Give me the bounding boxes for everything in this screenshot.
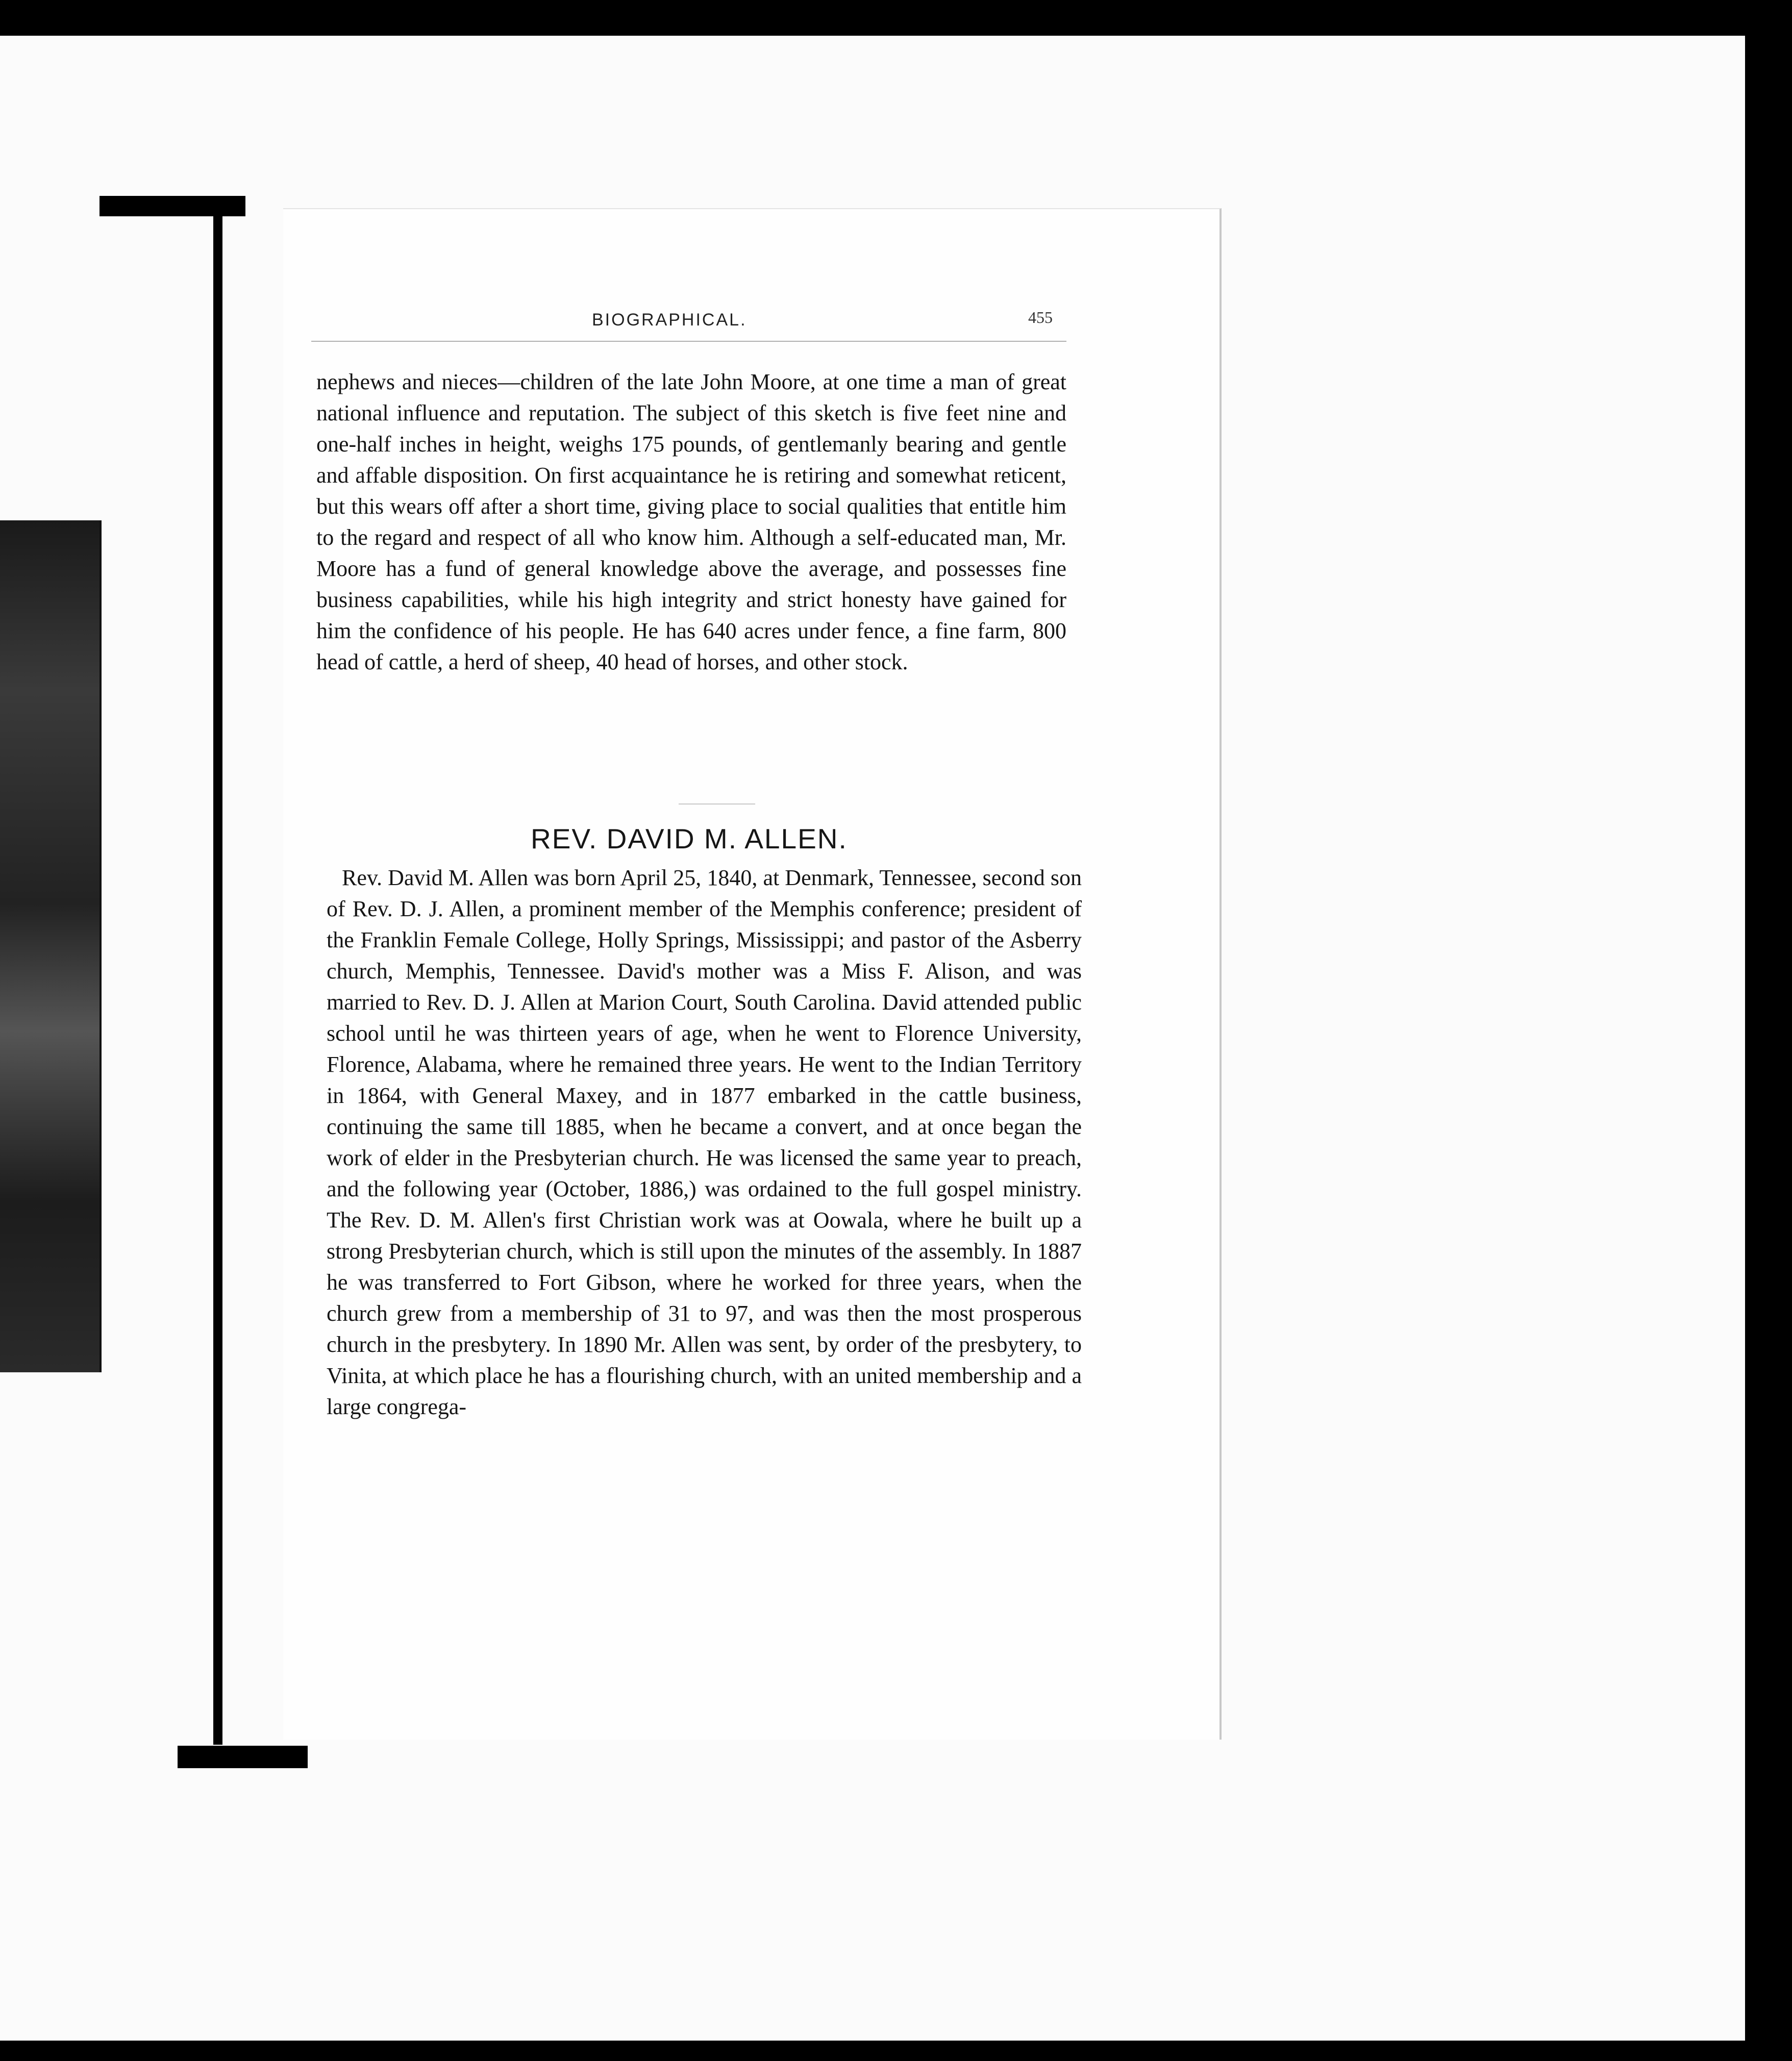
section-paragraph: Rev. David M. Allen was born April 25, 1840, at Denmark, Tennessee, second son of Rev. D. J. Allen, a prominent member of the Memphis conference; president of the Franklin Female College, Holly Springs, Mississippi; and pastor of the Asberry church, Memphis, Tennessee. David's mother was a Miss F. Alison, and was married to Rev. D. J. Allen at Marion Court, South Carolina. David attended public school until he was thirteen years of age, when he went to Florence University, Florence, Alabama, where he remained three years. He went to the Indian Territory in 1864, with General Maxey, and in 1877 embarked in the cattle business, continuing the same till 1885, when he became a convert, and at once began the work of elder in the Presbyterian church. He was licensed the same year to preach, and the following year (October, 1886,) was ordained to the full gospel ministry. The Rev. D. M. Allen's first Christian work was at Oowala, where he built up a strong Presbyterian church, which is still upon the minutes of the assembly. In 1887 he was transferred to Fort Gibson, where he worked for three years, when the church grew from a membership of 31 to 97, and was then the most prosperous church in the presbytery. In 1890 Mr. Allen was sent, by order of the presbytery, to Vinita, at which place he has a flourishing church, with an united membership and a large congrega- (327, 865, 1082, 1419)
scan-border-top (0, 0, 1792, 36)
binding-clamp-bottom (178, 1746, 308, 1768)
binding-spine (213, 204, 222, 1745)
binding-clamp-top (99, 196, 245, 216)
section-divider (679, 803, 755, 805)
running-head: BIOGRAPHICAL. (592, 310, 747, 330)
scan-border-bottom (0, 2041, 1792, 2061)
facing-page-photograph (0, 520, 102, 1372)
header-rule (311, 341, 1066, 342)
scan-border-right (1745, 0, 1792, 2061)
page-number: 455 (1028, 308, 1053, 326)
continued-paragraph: nephews and nieces—children of the late John Moore, at one time a man of great national influence and reputation. The subject of this sketch is five feet nine and one-half inches in height, weighs 175 pounds, of gentlemanly bearing and gentle and affable disposition. On first acquaintance he is retiring and somewhat reticent, but this wears off after a short time, giving place to social qualities that entitle him to the regard and respect of all who know him. Although a self-educated man, Mr. Moore has a fund of general knowledge above the average, and possesses fine business capabilities, while his high integrity and strict honesty have gained for him the confidence of his people. He has 640 acres under fence, a fine farm, 800 head of cattle, a herd of sheep, 40 head of horses, and other stock. (316, 369, 1066, 674)
section-title: REV. DAVID M. ALLEN. (531, 823, 848, 854)
